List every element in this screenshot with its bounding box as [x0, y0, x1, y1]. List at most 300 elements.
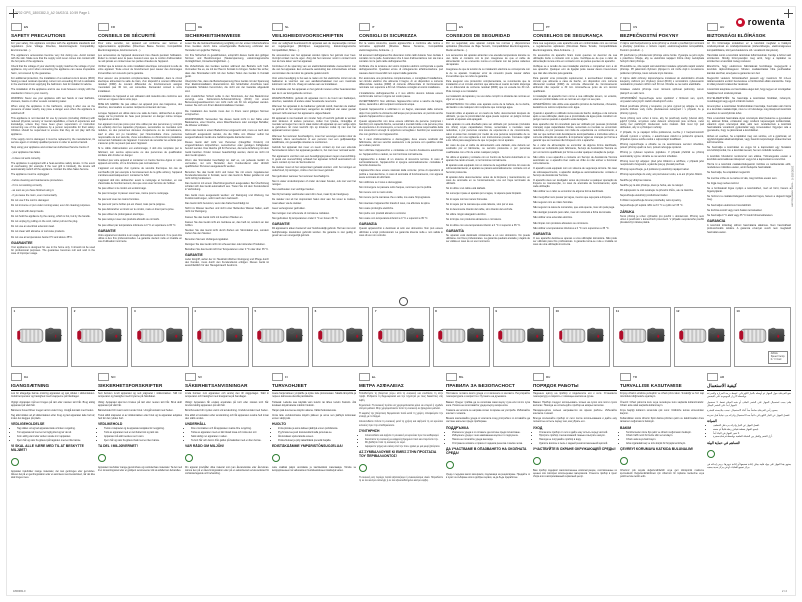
safety-paragraph: L'appareil est équipé d'un système de sécurité thermique. En cas de surchauffe (dû par exemple à l'encrassement de la grille arrière), l'appareil s'arrêtera automatiquement: contactez le SAV. [98, 167, 182, 177]
environment-text: يحتوي هذا الجهاز على مواد قيّمة يمكن إعادة تصنيعها أو إعادة تدويرها. يرجى إيداعه في مركز تجميع النفايات أو في مركز خدمة معتمد. [707, 463, 791, 469]
language-flag [533, 373, 617, 381]
safety-paragraph: For your safety, this appliance complies with the applicable standards and regulations (Low Voltage Directive, Electromagnetic Compatibility, Environmental…). [11, 42, 95, 52]
brush-barrel-icon [138, 329, 164, 343]
language-column-cs [620, 23, 704, 270]
safety-paragraph: De stekker moet uit het stopcontact gehaald worden: vóór het reinigen en onderhoud, bij storingen, zodra u het niet meer gebruikt. [272, 166, 356, 173]
safety-paragraph: - your appliance has fallen. [11, 151, 41, 155]
safety-paragraph: Non usare con temperatura inferiori a 0 °C e superiori a 35 °C. [359, 217, 429, 221]
safety-paragraph: Ellenőrizze, hogy elektromos hálózatának feszültsége megegyezik a készülék tápfeszültségével. Minden csatlakoztatási hiba javíthatatlan károkat okozhat, amelyeket a garancia nem fed. [707, 65, 791, 75]
safety-paragraph: No lo sujete por la carcasa que está caliente, sino por el asa. [446, 202, 514, 206]
safety-paragraph: Niet gebruiken bij temperaturen onder 0 °C en boven 35 °C. [272, 217, 339, 221]
end-cap-icon [619, 331, 623, 340]
list-item: • Никога не потапяйте уреда във вода. [452, 438, 530, 441]
section-title: SÄKERHETSANVISNINGAR [185, 382, 248, 388]
appliance-illustration [678, 317, 726, 358]
recycle-icon [11, 458, 19, 466]
figure-number: 8 [435, 309, 437, 313]
safety-paragraph: Ne pas tenir avec les mains humides. [98, 197, 140, 201]
list-item: • Apparatet må aldri senkes ned i vann. [104, 435, 182, 438]
safety-paragraph: Não limpar com produtos abrasivos ou corrosivos. [533, 221, 589, 225]
figure-number: 5 [254, 309, 257, 313]
safety-paragraph: Não utilizar se o cabo se encontrar de alguma forma danificado. [533, 190, 604, 194]
safety-paragraph: Verificate che la tensione del vostro impianto elettrico corrisponda a quella dell'apparecchio. Qualsiasi errore di collegamento all'alimentazione può causare danni irreversibili non coperti dalla garanzia. [359, 65, 443, 75]
appliance-illustration [16, 317, 64, 358]
safety-paragraph: Ne használja a készüléket és vegye fel a kapcsolatot egy hivatalos szervizközponttal, ha: a készülék leesett, ha nem működik rendesen. [707, 146, 791, 153]
guarantee-heading: ZÁRUKA [620, 209, 635, 214]
safety-paragraph: Per assicurare una protezione complementare, è consigliata l'installazione, nel circuito elettrico che alimenta il bagno, di un dispositivo a corrente differenziale residua (DDR) di corrente differenziale di funzionamento nominale non superiore a 30 mA. Chiedete consiglio al vostro installatore. [359, 76, 443, 90]
environment-text: Уредът съдържа много материали, подлежащи на рециклиране. Предайте го в пункт за събиране или в одобрен сервиз, за да бъде преработен. [446, 473, 530, 479]
flag-icon [359, 23, 370, 31]
safety-paragraph: Les accessoires de l'appareil deviennent très chauds pendant l'utilisation. Évitez le contact avec la peau. Assurez-vous que le cordon d'alimentation ne soit jamais en contact avec les parties chaudes de l'appareil. [98, 53, 182, 64]
guarantee-text: Your appliance is designed for use in the home only. It should not be used for professional purposes. The guarantee becomes null and void in the case of improper usage. [11, 245, 95, 256]
safety-paragraph: Gebruik het apparaat niet meer en neem contact op met een erkende Servicedienst indien: het apparaat gevallen is, het niet meer normaal werkt. [272, 146, 356, 153]
list-item: • Torka av apparaten med en lätt fuktad trasa och torka den torr. [191, 431, 269, 434]
figure-panel [372, 307, 429, 367]
list-item: • Удалите волосы и пыль с задней решётки маленькой щёткой. [539, 442, 617, 445]
safety-paragraph: Ne merítse vízbe és ne tartsa víz alá, még tisztítás esetén sem. [707, 176, 778, 180]
figure-panel [674, 307, 731, 367]
usage-paragraph: Harjan pää kuumenee käytön aikana. Vältä ihokosketusta. [272, 408, 337, 412]
safety-paragraph: Stecken Sie das Gerät nicht durch Ziehen am Stromkabel aus, sondern ziehen Sie den Stecker. [185, 229, 269, 236]
safety-paragraph: V zájmu vaší bezpečnosti je tento přístroj ve shodě s použitelnými normami a předpisy (směrnice o nízkém napětí, elektromagnetické kompatibilitě, životním prostředí…). [620, 42, 704, 52]
language-column-sv [185, 373, 269, 485]
recycle-icon [446, 461, 454, 469]
maintenance-list [539, 431, 617, 445]
safety-paragraph: ADVERTÊNCIA: não utilize este aparelho próximo de banheiras, chuveiros, lavatórios ou outros recipientes com água. [533, 103, 617, 110]
environment-text: Cihazınız çok sayıda değerlendirilebilir veya geri dönüşümlü malzeme içermektedir. Değerlendirilebilmesi için cihazınızı bir toplama merkezine veya yetkili servise teslim edin. [620, 469, 704, 478]
end-cap-icon [559, 331, 563, 340]
flag-icon [620, 373, 631, 381]
usage-paragraph: Viktig: Apparatet skal kun brukes på tørt eller nesten tørt hår. Bruk aldri apparatet på vått hår. [98, 400, 182, 407]
safety-paragraph: Ne pas nettoyer avec des produits abrasifs ou corrosifs. [98, 218, 160, 222]
print-header-code: 2702 GPS_1800382-0_A2 04/02/11 10:59 Page 1 [15, 11, 90, 15]
figure-panel [613, 307, 670, 367]
controls-legend [768, 351, 788, 364]
safety-paragraph: Ne pas tenir par le boîtier qui est chaud, mais par la poignée. [98, 202, 166, 206]
environment-heading: TA DEL I MILJØVERNET! [98, 443, 138, 448]
section-title: BEZPEČNOSTNÍ POKYNY [620, 32, 679, 38]
figure-panel [11, 307, 68, 367]
language-code: EN [24, 25, 29, 29]
maintenance-heading: الصيانة [707, 419, 717, 424]
safety-paragraph: Ne a borításánál fogva nyúljon a készülékhez, mert az forró, hanem a fogantyújánál. [707, 186, 791, 194]
figure-number: 11 [615, 309, 620, 313]
figure-panel [553, 307, 610, 367]
safety-paragraph: The appliance's accessories become very hot during use. Avoid contact with the skin. Make sure that the supply cord never comes into contact with the hot parts of the appliance. [11, 53, 95, 64]
safety-paragraph: Nepoužívejte elektrický prodlužovací kabel. [620, 194, 668, 198]
safety-paragraph: The installation of the appliance and its use must however comply with the standards in force in your country. [11, 88, 95, 95]
environment-text: Ваш прибор содержит многочисленные комплектующие, изготовленные из ценных или повторно используемых материалов. Отнесите прибор в пункт сбора или в авторизованный сервисный центр. [533, 469, 617, 478]
registration-mark [9, 9, 18, 18]
list-item: • Sänk aldrig ner apparaten i vatten. [191, 435, 269, 438]
end-cap-icon [679, 331, 683, 340]
guarantee-heading: GARANTIE [272, 222, 290, 227]
guarantee-heading: GARANTÍA [446, 228, 464, 233]
language-code: PT [546, 25, 550, 29]
safety-paragraph: Este aparelho não foi concebido para ser utilizado por pessoas (incluindo crianças) cujas capacidades físicas, sensoriais ou mentais se encontram reduzidas, ou por pessoas com falta de experiência ou conhecimento, a não ser que tenham sido devidamente acompanhadas e instruídas sobre a correcta utilização do aparelho. É importante vigiar as crianças por forma a garantir que as mesmas não brinquem com o aparelho. [533, 123, 617, 143]
safety-paragraph: A instalação do aparelho bem como a sua utilização devem, no entanto, estar em conformidade com as normas em vigor no seu país. [533, 94, 617, 101]
usage-paragraph: Поставете четката около уреда и го включете в контакта. Регулирайте температурата и скоростта с бутоните на дръжката. [446, 392, 530, 399]
list-item: • Fjern hår og støv fra gitteret på bagsiden med en lille børste. [17, 439, 95, 442]
list-item: • Fjern hår og støv fra gitteret bak med en liten børste. [104, 439, 182, 442]
language-column-tr [620, 373, 704, 485]
usage-paragraph: Önemli: Cihaz yalnızca kuru veya neredeyse kuru saçlarda kullanılmalıdır. Cihazı asla ıslak saçlarda kullanmayın. [620, 400, 704, 407]
safety-paragraph: No lo sujete con las manos húmedas. [446, 197, 488, 201]
safety-paragraph: Se o cabo de alimentação se encontrar de alguma forma danificado, deverá ser substituído pelo fabricante, Serviço de Assistência Técnica ou por um técnico qualificado por forma a evitar qualquer situação de perigo. [533, 144, 617, 154]
language-column-pt [533, 23, 617, 270]
environment-heading: ÇEVREYİ KORUMAYA KATKIDA BULUNALIM! [620, 446, 694, 451]
language-column-no [98, 373, 182, 485]
safety-paragraph: Asegúrese de que la tensión de su instalación eléctrica se corresponde con la de su aparato. Cualquier error de conexión puede causar daños irreversibles que no cubre la garantía. [446, 68, 530, 78]
safety-paragraph: Per la vostra sicurezza, questo apparecchio è conforme alle norme e normative applicabili (Direttive Bassa Tensione, Compatibilità elettromagnetica, Ambiente…). [359, 42, 443, 52]
safety-paragraph: A készülék hővédelmi rendszerrel van ellátva. Túlmelegedés esetén a készülék automatikusan kikapcsol: vegye fel a kapcsolatot a szervizzel. [707, 154, 791, 161]
usage-paragraph: Kullandıktan sonra cihazın fişini daima prizden çekin ve kaldırmadan önce tamamen soğumasını bekleyin. [620, 417, 704, 424]
environment-text: Η συσκευή σας περιέχει πολλά αξιοποιήσιμα ή ανακυκλώσιμα υλικά. Παραδώστε τη σε ένα κέντρο συλλογής ή σε ένα εξουσιοδοτημένο κέντρο σέρβις. [359, 477, 443, 483]
guarantee-heading: GARANTIA [533, 231, 551, 236]
appliance-illustration [377, 317, 425, 358]
maintenance-list [278, 427, 356, 441]
language-column-it [359, 23, 443, 270]
language-flag [11, 23, 95, 31]
guarantee-text: A készülék kizárólag otthoni használatra alkalmas. Nem használható professzionális célokra. A garancia érvényét veszti nem megfelelő használat esetén. [707, 224, 791, 234]
language-code: NL [285, 25, 289, 29]
safety-paragraph: The appliance must be unplugged: [11, 173, 50, 177]
brush-barrel-icon [560, 329, 586, 343]
safety-paragraph: N'utilisez pas votre appareil et contactez un Centre Service Agréé si: votre appareil est tombé, s'il ne fonctionne pas normalement. [98, 158, 182, 166]
environment-heading: EDISTÄKÄÄMME YMPÄRISTÖNSUOJELUA! [272, 443, 343, 448]
maintenance-list [452, 431, 530, 445]
guarantee-text: Su aparato está destinado únicamente a un uso doméstico. No puede utilizarse con fines profesionales. La garantía quedará anulada y dejará de ser válida en caso de un uso incorrecto. [446, 233, 530, 244]
safety-paragraph: Não desligar puxando pelo cabo, mas sim retirando a ficha da tomada. [533, 211, 612, 215]
safety-paragraph: Ne pas utiliser si le cordon est endommagé. [98, 187, 147, 191]
power-cord-icon [237, 335, 243, 338]
flag-icon [446, 373, 457, 381]
safety-paragraph: Tilos a készülék használata olyan személyek által (beleértve a gyerekeket is), akiknek fizikai, érzékelési vagy szellemi képességeik korlátozottak, valamint olyan személyek által, akik nem rendelkeznek a készülék használatára vonatkozó gyakorlattal vagy ismeretekkel. Figyeljen oda a gyerekekre, hogy ne játsszanak a készülékkel. [707, 116, 791, 133]
safety-paragraph: Přístroj nepoužívejte, je-li poškozený elektrický napájecí kabel. [620, 168, 690, 172]
safety-paragraph: UPOZORNĚNÍ: Nepoužívejte tento spotřebič v blízkosti van, sprch, umyvadel nebo jiných nádob obsahujících vodu. [620, 96, 704, 103]
safety-paragraph: For additional protection, the installation of a residual current device (RCD) having a rated residual operating current not exceeding 30 mA is advisable in the electrical circuit supplying the bathroom. Ask for installer for advice. [11, 76, 95, 87]
safety-paragraph: V případě, že je napájecí šňůra poškozená, nechte ji z bezpečnostních důvodů vyměnit u výrobce, v autorizované záruční a pozáruční opravně, případně opravu svěřte osobě s odpovídající kvalifikací. [620, 131, 704, 141]
usage-paragraph: Всегда отключайте прибор от сети после использования и дайте ему полностью остыть перед тем, как убрать его. [533, 417, 617, 424]
safety-paragraph: V zájmu další ochrany doporučujeme instalovat do elektrického obvodu koupelny zařízení pro zbytkový proud (RCD) s nominálním vybavovacím residuálním proudem nižším než 30 mA. Obraťte se na svého elektrikáře. [620, 76, 704, 87]
list-item: • Αφαιρέστε τρίχες και σκόνη από την πίσω γρίλια με μια μικρή βούρτσα. [365, 445, 443, 448]
safety-paragraph: Přístroj musí být odpojen: před jeho čištěním a údržbou, v případě jeho nesprávného fungování, a jakmile jste jej přestali používat. [620, 159, 704, 166]
safety-paragraph: Stop using your appliance and contact an Authorised Service Centre if: [11, 146, 90, 150]
language-flag [98, 373, 182, 381]
safety-paragraph: Nedržte jej vlhkýma rukama. [620, 178, 652, 182]
section-title: SAFETY PRECAUTIONS [11, 32, 66, 38]
flag-icon [11, 23, 22, 31]
safety-paragraph: Az Ön biztonsága érdekében ez a készülék megfelel a hatályos szabványoknak és szabályozásoknak (kisfeszültségre, elektromágneses kompatibilitásra, környezetvédelemre stb. vonatkozó irányelvek). [707, 42, 791, 52]
appliance-illustration [618, 317, 666, 358]
safety-paragraph: No sumerja ni pase el aparato por el agua, ni siquiera para limpiarlo. [446, 192, 522, 196]
list-item: • Никогда не погружайте прибор в воду. [539, 438, 617, 441]
brand-name: rowenta [747, 17, 785, 27]
safety-paragraph: Do not use an electrical extension lead. [11, 225, 55, 229]
flag-icon [533, 373, 544, 381]
figure-number: 6 [314, 309, 317, 313]
safety-paragraph: Überprüfen Sie, dass die Betriebsspannung Ihres Geräts mit der Spannung Ihrer Elektroinstallation übereinstimmt. Ein fehlerhafter Anschluss kann irreparable Schäden hervorrufen, die nicht von der Garantie abgedeckt sind. [185, 80, 269, 93]
safety-paragraph: Nicht ins Wasser tauchen und nicht unter fließendes Wasser halten, auch nicht zur Reinigung. [185, 207, 269, 214]
safety-paragraph: Para asegurar una protección complementaria, se recomienda que la instalación en el circuito eléctrico que alimenta el cuarto de baño disponga de un diferencial de corriente residual (DDR) que no exceda los 30 mA. Pida consejo a su instalador. [446, 80, 530, 93]
safety-paragraph: Do not hold with damp hands. [11, 209, 45, 213]
brush-barrel-icon [18, 329, 44, 343]
language-flag [98, 23, 182, 31]
section-title: SIKKERHETSFORSKRIFTER [98, 382, 163, 388]
language-flag [620, 373, 704, 381]
safety-paragraph: Reinigen Sie das Gerät nicht mit scheuernden oder ätzenden Produkten. [185, 242, 266, 246]
safety-paragraph: Dieses Gerät darf nicht von Personen (inbegriffen Kindern) mit eingeschränkten körperlichen, sensorischen oder geistigen Fähigkeiten benutzt werden. Das Gleiche gilt für Personen, die keine Erfahrung mit dem Gerät besitzen. Kinder müssen beaufsichtigt werden, damit sie nicht mit dem Gerät spielen. [185, 141, 269, 157]
safety-paragraph: L'installation de l'appareil et son utilisation doit toutefois être conforme aux normes en vigueur dans votre pays. [98, 94, 182, 101]
usage-paragraph: هام: يجب استعمال الجهاز على الشعر الجاف أو شبه الجاف فقط. لا تستعمل الجهاز أبداً على الشعر المبلل. [707, 400, 791, 407]
language-column-en [11, 23, 95, 270]
usage-paragraph: يصبح رأس الفرشاة ساخناً جداً أثناء الاستعمال. تجنب ملامسته للبشرة. [707, 408, 779, 412]
legend-line: Speed / temp. [770, 356, 786, 359]
language-code: ES [459, 25, 464, 29]
language-column-de [185, 23, 269, 270]
language-flag [272, 23, 356, 31]
section-title: CONSELHOS DE SEGURANÇA [533, 32, 603, 38]
guarantee-text: Dit apparaat is alleen bestemd voor huishoudelijk gebruik. Het kan niet voor bedrijfsmatige doeleinden gebruikt worden. De garantie is niet geldig in geval van een oneigenlijk gebruik. [272, 227, 356, 237]
usage-paragraph: Важно: Прибор следует использовать только на сухих или почти сухих волосах. Никогда не используйте прибор на мокрых волосах. [533, 400, 617, 407]
language-flag [185, 23, 269, 31]
figure-number: 10 [555, 309, 559, 313]
language-code: DA [24, 375, 29, 379]
safety-paragraph: Non tenere per la carcassa che è calda, ma usare l'impugnatura. [359, 196, 431, 200]
safety-paragraph: Használat során a készülék tartozékai felforrósodnak. Kerülje a bőrrel való érintkezést. Mindig bizonyosodjon meg arról, hogy a tápkábel ne érintkezzen a készülék meleg részeivel. [707, 53, 791, 64]
safety-paragraph: Při používání je příslušenství přístroje velice horké. Vyvarujte se jeho styku s pokožkou. Dbejte, aby se elektrická napájecí šňůra nikdy nedotýkala horkých částí přístroje. [620, 53, 704, 64]
safety-paragraph: Fassen Sie das Gerät nicht am Gehäuse an, das heiß ist, sondern an den Griffen. [185, 220, 269, 227]
list-item: • Arka ızgaradaki saç ve tozu küçük bir fırçayla temizleyin. [626, 442, 704, 445]
safety-paragraph: No lo desconecte tirando del cable, sino tirando del enchufe. [446, 208, 513, 212]
brush-barrel-icon [620, 329, 646, 343]
safety-paragraph: Para garantir uma protecção suplementar, é aconselhável instalar, no circuito que alimenta a casa de banho, um dispositivo com corrente diferencial residual (DDR) de corrente diferencial de funcionamento atribuído não superior a 30 mA. Aconselhe-se junto de um técnico qualificado. [533, 76, 617, 93]
section-title: VEILIGHEIDSVOORSCHRIFTEN [272, 32, 344, 38]
appliance-illustration [558, 317, 606, 358]
safety-paragraph: Ne pas utiliser de prolongateur électrique. [98, 213, 145, 217]
safety-paragraph: L'apparecchio è dotato di un sistema di sicurezza termica. In caso di surriscaldamento, l'apparecchio si spegne automaticamente: contattate il Servizio Assistenza. [359, 157, 443, 168]
usage-paragraph: Τοποθετήστε τη βούρτσα γύρω από τη συσκευή και συνδέστε τη στην πρίζα. Ρυθμίστε τη θερμοκρασία και την ταχύτητα με τους διακόπτες στη λαβή. [359, 392, 443, 402]
maintenance-list [191, 427, 269, 441]
safety-paragraph: Niet in water onderdompelen of onder de kraan houden, ook niet voor het reinigen. [272, 179, 356, 186]
safety-paragraph: De accessoires van het apparaat worden tijdens het gebruik zeer heet. Vermijd contact met de ogen. Zorg dat het netsnoer nooit in contact komt met de hete delen van het apparaat. [272, 53, 356, 64]
flag-icon [272, 23, 283, 31]
appliance-illustration [317, 317, 365, 358]
language-code: IT [372, 25, 375, 29]
print-header [7, 7, 795, 21]
end-cap-icon [438, 331, 442, 340]
safety-paragraph: Cet appareil n'est pas prévu pour être utilisé par des personnes (y compris les enfants) dont les capacités physiques, sensorielles ou mentales sont réduites, ou des personnes dénuées d'expérience ou de connaissance, sauf si elles ont pu bénéficier, par l'intermédiaire d'une personne responsable de leur sécurité, d'une surveillance ou d'instructions préalables concernant l'utilisation de l'appareil. Il convient de surveiller les enfants pour s'assurer qu'ils ne jouent pas avec l'appareil. [98, 123, 182, 146]
registration-ring [399, 297, 408, 306]
language-flag [620, 23, 704, 31]
safety-paragraph: Zum zusätzlichen Schutz sollte in den Stromkreis, der das Badezimmer versorgt, eine Fehlerstrom-Schutzeinrichtung (RCD) mit einem Bemessungsauslösestrom von nicht mehr als 30 mA eingebaut werden. Lassen Sie sich von Ihrem Elektroinstallateur beraten. [185, 94, 269, 108]
maintenance-heading: ПОДДРЪЖКА [446, 425, 469, 430]
guarantee-heading: GARANZIA [359, 222, 377, 227]
language-flag [359, 373, 443, 381]
environment-heading: VI SKAL ALLE VÆRE MED TIL AT BESKYTTE MILJØET! [11, 443, 84, 452]
safety-paragraph: - before cleaning and maintenance procedures. [11, 178, 64, 182]
usage-paragraph: Главата на четката се нагрява силно по време на употреба. Избягвайте контакт с кожата. [446, 408, 530, 416]
section-title: SICHERHEITSHINWEISE [185, 32, 241, 38]
safety-paragraph: Wenn das Gerät in einem Badezimmer eingesetzt wird, muss es nach dem Gebrauch ausgesteckt werden, da die Nähe von Wasser selbst bei ausgeschaltetem Gerät eine Gefahrenquelle darstellen kann. [185, 129, 269, 139]
language-column-ru [533, 373, 617, 485]
safety-paragraph: Não utilizar uma extensão eléctrica. [533, 216, 573, 220]
safety-paragraph: Ne tisztítsa súroló vagy maró hatású termékekkel. [707, 208, 763, 212]
environment-heading: ДА УЧАСТВАМЕ В ОПАЗВАНЕТО НА ОКОЛНАТА СРЕДА! [446, 446, 527, 455]
list-item: • لا تغمر الجهاز في الماء أبداً. [713, 432, 791, 435]
safety-paragraph: Non usare prolunghe elettriche. [359, 206, 394, 210]
registration-mark [784, 9, 793, 18]
safety-paragraph: L'apparecchio deve essere staccato dalla corrente: prima di operazioni di pulizia e manutenzione, in caso di anomalia di funzionamento, non appena avete terminato di utilizzarlo. [359, 169, 443, 179]
speed-dial-icon [469, 327, 476, 333]
list-item: • Pyyhi laite kevyesti kostutetulla liinalla ja kuivaa se. [278, 431, 356, 434]
footer-right: 2 / 2 [781, 590, 787, 593]
safety-paragraph: No lo limpie con productos abrasivos o corrosivos. [446, 218, 502, 222]
language-code: AR [720, 375, 725, 379]
safety-paragraph: Amennyiben a készüléket fürdőszobában használja, használat után húzza ki a készülék csatlakozóját, mivel a víz közelsége még kikapcsolt készülék esetében is veszélyforrás lehet. [707, 105, 791, 115]
safety-paragraph: Das Gerät nicht benutzen, wenn das Kabel beschädigt ist. [185, 202, 250, 206]
list-item: • Tørk av apparatet med en lett fuktet klut og tørk det. [104, 431, 182, 434]
power-cord-icon [418, 335, 424, 338]
figure-panel [71, 307, 128, 367]
safety-paragraph: Para sua segurança, este aparelho está em conformidade com as normas e regulamentos aplicáveis (Directivas Baixa Tensão, Compatibilidade Electromagnética, Meio Ambiente…). [533, 42, 617, 52]
safety-paragraph: No utilice el aparato y contacte con un Centro de Servicio Autorizado si: su aparato ha caído al suelo, si no funciona normalmente. [446, 155, 530, 162]
appliance-illustration [257, 317, 305, 358]
safety-paragraph: Do not unplug by pulling on the cord, rather pull out the plug. [11, 220, 78, 224]
recycle-icon [533, 457, 541, 465]
flag-icon [272, 373, 283, 381]
speed-dial-icon [168, 327, 175, 333]
list-item: • Tør apparatet af med en let fugtig klud og tør det af. [17, 431, 95, 434]
section-title: BIZTONSÁGI ELŐÍRÁSOK [707, 32, 766, 38]
list-item: • Poista hiukset ja pöly takaritilästä pienellä harjalla. [278, 439, 356, 442]
language-column-ar [707, 373, 791, 485]
safety-paragraph: Ne használjon elektromos hosszabbítót. [707, 203, 752, 207]
language-flag [533, 23, 617, 31]
language-flag [11, 373, 95, 381]
figure-strip [11, 307, 791, 367]
flag-icon [359, 373, 370, 381]
safety-paragraph: FIGYELMEZTETÉS: Ne használja a készüléket fürdőkád, zuhanyzó, mosdókagyló vagy egyéb víztároló mellett. [707, 96, 791, 103]
language-flag [272, 373, 356, 381]
end-cap-icon [137, 331, 141, 340]
guarantee-text: Questo apparecchio è destinato al solo uso domestico. Non può essere utilizzato a scopi professionali. La garanzia diventa nulla e non valida in caso di uso non corretto. [359, 227, 443, 237]
footer-left: 1800382-0 [13, 590, 26, 593]
flag-icon [533, 23, 544, 31]
usage-columns-bottom [11, 373, 791, 485]
safety-paragraph: Při odpojování ze sítě netahejte za přívodní šňůru, ale za zástrčku. [620, 188, 694, 192]
safety-paragraph: Non staccare l'apparecchio tirando il cavo, ma afferrare la spina. [359, 201, 431, 205]
brush-barrel-icon [198, 329, 224, 343]
power-cord-icon [659, 335, 665, 338]
safety-paragraph: Check that the voltage of your electricity supply matches the voltage of your appliance. Any error when connecting the appliance can cause irreparable harm, not covered by the guarantee. [11, 65, 95, 75]
list-item: • Kom aldrig vand eller anden væske ind i apparatet. [17, 435, 95, 438]
safety-paragraph: Los accesorios del aparato alcanzan una elevada temperatura durante su uso. Evite el contacto con la piel. Asegúrese de que el cable de alimentación no se encuentre nunca en contacto con las partes calientes del aparato. [446, 53, 530, 67]
usage-paragraph: Linda borsten runt apparaten och anslut den till vägguttaget. Ställ in temperatur och hastighet med knapparna på handtaget. [185, 392, 269, 399]
language-flag [707, 373, 791, 381]
speed-dial-icon [710, 327, 717, 333]
figure-number: 4 [194, 309, 196, 313]
safety-paragraph: Vérifiez que la tension de votre installation électrique correspond à celle de votre appareil. Toute erreur de branchement peut causer des dommages irréversibles non couverts par la garantie. [98, 65, 182, 75]
figure-panel [433, 307, 490, 367]
appliance-illustration [136, 317, 184, 358]
language-flag [446, 373, 530, 381]
safety-paragraph: Non immergere né passare sotto l'acqua, nemmeno per la pulizia. [359, 186, 432, 190]
safety-paragraph: Přesvědčte se, zda napětí vaší elektrické instalace odpovídá napětí vašeho přístroje. Při jakémkoli chybném připojení k síti může dojít k nevratnému poškození přístroje, které nebude kryto zárukou. [620, 65, 704, 75]
safety-paragraph: Non pulire con prodotti abrasivi o corrosivi. [359, 212, 407, 216]
safety-paragraph: A készülék telepítése és használata eleget kell, hogy tegyen az országában hatályban lévő szabványoknak. [707, 88, 791, 95]
power-cord-icon [117, 335, 123, 338]
safety-paragraph: AVVERTIMENTO: Non utilizzare l'apparecchio vicino a vasche da bagno, docce, lavandini o altri recipienti contenenti acqua. [359, 99, 443, 107]
figure-panel [252, 307, 309, 367]
language-column-hu [707, 23, 791, 270]
section-title: ПОРЯДОК РАБОТЫ [533, 382, 579, 388]
flag-icon [707, 373, 718, 381]
side-note: 1800382-0 · www.rowenta.com [790, 165, 794, 207]
section-title: CONSEILS DE SÉCURITÉ [98, 32, 156, 38]
speed-dial-icon [649, 327, 656, 333]
maintenance-list [365, 434, 443, 448]
end-cap-icon [378, 331, 382, 340]
safety-paragraph: Pour assurer une protection complémentaire, l'installation, dans le circuit électrique alimentant la salle de bain, d'un dispositif à courant différentiel résiduel (DDR) de courant différentiel de fonctionnement assigné n'excédant pas 30 mA, est conseillée. Demandez conseil à votre installateur. [98, 76, 182, 93]
safety-paragraph: Het apparaat is voorzien van een beveiligingssysteem tegen oververhitting. In geval van oververhitting schakelt het apparaat zichzelf automatisch uit: neem contact op met de Servicedienst. [272, 154, 356, 164]
power-cord-icon [719, 335, 725, 338]
safety-paragraph: Os acessórios do aparelho ficam muito quentes no decorrer da sua utilização. Evite o contacto com a pele. Certifique-se de que o cabo de alimentação nunca entra em contacto com as partes quentes do aparelho. [533, 53, 617, 64]
safety-paragraph: Do not hold the appliance by the casing, which is hot, but by the handle. [11, 214, 91, 218]
usage-paragraph: Αποσυνδέετε πάντα τη συσκευή μετά τη χρήση και αφήνετέ τη να κρυώσει εντελώς πριν την αποθηκεύσετε. [359, 420, 443, 427]
safety-paragraph: Ne pas utiliser par température inférieure à 0 °C et supérieure à 35 °C. [98, 223, 177, 227]
safety-paragraph: Ne használja 0 °C alatti vagy 35 °C feletti hőmérsékleteken. [707, 214, 774, 218]
language-column-fr [98, 23, 182, 270]
list-item: • افصل الجهاز عن التيار واتركه يبرد قبل التنظيف. [713, 424, 791, 427]
safety-paragraph: Tento přístroj není určen k tomu, aby ho používaly osoby (včetně dětí), jejichž fyzické, smyslové nebo duševní schopnosti jsou snížené, nebo osoby bez patřičných zkušeností nebo znalostí. Děti musí být pod dohledem, aby si s přístrojem nehrály. [620, 116, 704, 130]
list-item: • أزل الشعر والغبار من الشبكة الخلفية بواسطة فرشاة صغيرة. [713, 435, 791, 438]
usage-paragraph: Dra alltid ut kontakten efter användning och låt apparaten svalna helt innan den ställs undan. [185, 414, 269, 421]
safety-paragraph: Do not clean with abrasive or corrosive products. [11, 230, 66, 234]
maintenance-list [17, 427, 95, 441]
guarantee-heading: GARANCIA [707, 219, 726, 224]
language-flag [707, 23, 791, 31]
flag-icon [98, 23, 109, 31]
usage-paragraph: Aseta harja laitteen ympärille ja kytke laite pistorasiaan. Säädä lämpötila ja nopeus kahvassa olevilla painikkeilla. [272, 392, 356, 399]
language-code: BG [459, 375, 464, 379]
safety-paragraph: Ne használja, ha a tápkábel megsérült. [707, 171, 751, 175]
brush-barrel-icon [439, 329, 465, 343]
safety-paragraph: K čištění nepoužívejte brusné prostředky nebo kyseliny. [620, 199, 682, 203]
language-code: EL [372, 375, 376, 379]
figure-number: 2 [73, 309, 76, 313]
safety-paragraph: Ne pas immerger ni passer sous l'eau, même pour le nettoyage. [98, 192, 169, 196]
guarantee-heading: GUARANTEE [11, 240, 33, 245]
safety-paragraph: Lorsque l'appareil est utilisé dans une salle de bains, débranchez-le après usage car la proximité de l'eau peut présenter un danger même lorsque l'appareil est arrêté. [98, 111, 182, 121]
safety-paragraph: No lo utilice con una temperatura inferior a 0 °C ni superior a 35 °C. [446, 223, 521, 227]
safety-paragraph: Niet bij het kastje vasthouden want dit is heet, maar bij de handgreep. [272, 193, 350, 197]
figure-number: 9 [495, 309, 498, 313]
list-item: • Cihazı hafif nemli bir bezle silin ve kurulayın. [626, 434, 704, 437]
safety-paragraph: Questo apparecchio non deve essere utilizzato da persone (compresi i bambini) con capacità fisiche, sensoriali o mentali ridotte o da persone prive di esperienza o di conoscenza, a meno che una persona responsabile della loro sicurezza li sorvegli. È opportuno sorvegliare i bambini per assicurarsi che non giochino con l'apparecchio. [359, 119, 443, 136]
flag-icon [11, 373, 22, 381]
brush-barrel-icon [379, 329, 405, 343]
language-code: CS [633, 25, 638, 29]
flag-icon [707, 23, 718, 31]
safety-paragraph: Wenn das Stromkabel beschädigt ist, darf es, um jedwede Gefahr zu vermeiden, nur vom Hersteller, dem Kundendienst oder ähnlich qualifizierten Personen ausgetauscht werden. [185, 158, 269, 169]
speed-dial-icon [348, 327, 355, 333]
section-title: CONSEJOS DE SEGURIDAD [446, 32, 511, 38]
safety-paragraph: Se il cavo d'alimentazione è danneggiato, deve essere sostituito dal fabbricante, dal suo servizio assistenza o da persone con qualifica simile per evitare pericoli. [359, 137, 443, 148]
usage-paragraph: Borsthuvudet blir mycket varmt vid användning. Undvik kontakt med huden. [185, 408, 269, 412]
safety-paragraph: Non tenere con le mani umide. [359, 191, 394, 195]
safety-paragraph: Do not use at temperatures below 0°C and above 35°C. [11, 235, 73, 239]
